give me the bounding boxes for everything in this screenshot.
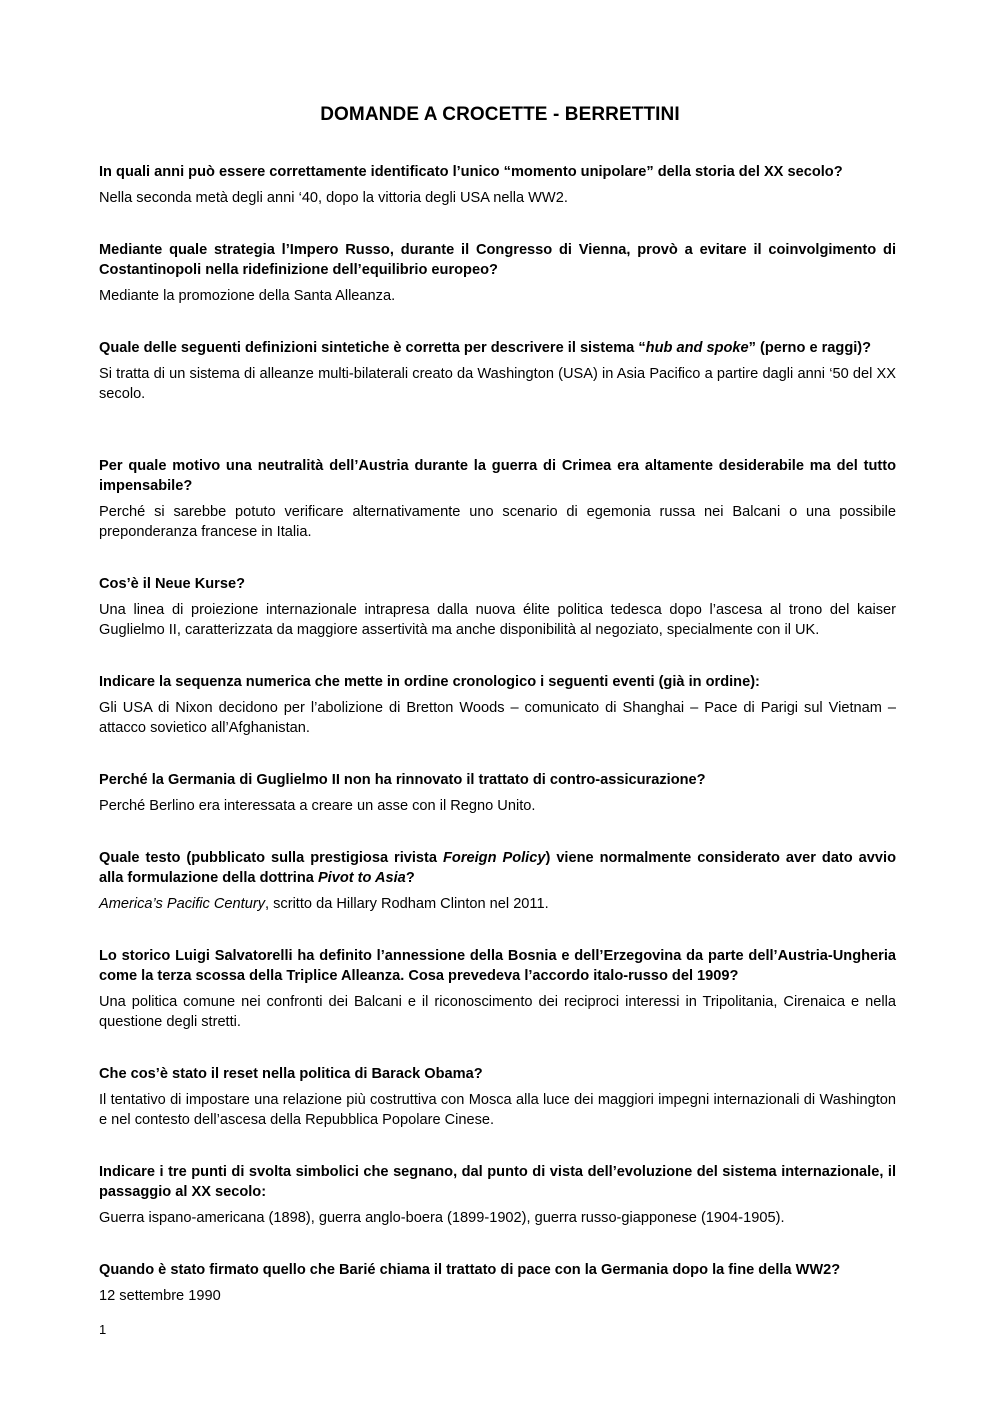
question-italic: Foreign Policy bbox=[443, 850, 546, 866]
question-text: Quale delle seguenti definizioni sintetiche è corretta per descrivere il sistema “hub and spoke” (perno e raggi)? bbox=[99, 340, 872, 356]
question-block bbox=[99, 1260, 896, 1306]
question-text: Indicare la sequenza numerica che mette in ordine cronologico i seguenti eventi (già in ordine): bbox=[99, 674, 760, 690]
question-text: Mediante quale strategia l’Impero Russo, durante il Congresso di Vienna, provò a evitare il coinvolgimento di Costantinopoli nella ridefinizione dell’equilibrio europeo? bbox=[99, 242, 896, 278]
question-block bbox=[99, 574, 896, 640]
question-italic: hub and spoke bbox=[645, 340, 749, 356]
question-text: Lo storico Luigi Salvatorelli ha definito l’annessione della Bosnia e dell’Erzegovina da parte dell’Austria-Ungheria come la terza scossa della Triplice Alleanza. Cosa prevedeva l’accordo italo-russo del 1909? bbox=[99, 948, 896, 984]
answer-text: Perché si sarebbe potuto verificare alternativamente uno scenario di egemonia russa nei Balcani o una possibile preponderanza francese in Italia. bbox=[99, 504, 896, 540]
question-block bbox=[99, 672, 896, 738]
question-block bbox=[99, 240, 896, 306]
answer-text: Si tratta di un sistema di alleanze multi-bilaterali creato da Washington (USA) in Asia Pacifico a partire dagli anni ‘50 del XX secolo. bbox=[99, 366, 896, 402]
answer-text: Nella seconda metà degli anni ‘40, dopo la vittoria degli USA nella WW2. bbox=[99, 190, 568, 206]
answer-text: Una politica comune nei confronti dei Balcani e il riconoscimento dei reciproci interessi in Tripolitania, Cirenaica e nella questione degli stretti. bbox=[99, 994, 896, 1030]
question-italic: Pivot to Asia bbox=[317, 870, 406, 886]
question-block bbox=[99, 848, 896, 914]
question-text: Quando è stato firmato quello che Barié chiama il trattato di pace con la Germania dopo la fine della WW2? bbox=[99, 1262, 841, 1278]
question-text: Cos’è il Neue Kurse? bbox=[99, 576, 245, 592]
answer-text: Mediante la promozione della Santa Alleanza. bbox=[99, 288, 396, 304]
question-block bbox=[99, 770, 896, 816]
document-title: DOMANDE A CROCETTE - BERRETTINI bbox=[320, 104, 680, 125]
question-text: Indicare i tre punti di svolta simbolici che segnano, dal punto di vista dell’evoluzione del sistema internazionale, il passaggio al XX secolo: bbox=[99, 1164, 896, 1200]
question-text: Quale testo (pubblicato sulla prestigiosa rivista Foreign Policy) viene normalmente considerato aver dato avvio alla formulazione della dottrina Pivot to Asia? bbox=[99, 850, 896, 886]
question-block bbox=[99, 1064, 896, 1130]
question-block bbox=[99, 338, 896, 404]
answer-text: 12 settembre 1990 bbox=[99, 1288, 221, 1304]
question-block bbox=[99, 946, 896, 1032]
answer-text: America’s Pacific Century, scritto da Hillary Rodham Clinton nel 2011. bbox=[99, 896, 549, 912]
answer-text: Una linea di proiezione internazionale intrapresa dalla nuova élite politica tedesca dopo l’ascesa al trono del kaiser Guglielmo II, caratterizzata da maggiore assertività ma anche disponibilità al negoziato, specialmente con il UK. bbox=[99, 602, 896, 638]
question-block bbox=[99, 456, 896, 542]
question-text: In quali anni può essere correttamente identificato l’unico “momento unipolare” della storia del XX secolo? bbox=[99, 164, 843, 180]
answer-text: Il tentativo di impostare una relazione più costruttiva con Mosca alla luce dei maggiori impegni internazionali di Washington e nel contesto dell’ascesa della Repubblica Popolare Cinese. bbox=[99, 1092, 896, 1128]
question-block bbox=[99, 162, 896, 208]
page-number: 1 bbox=[99, 1322, 107, 1337]
question-block bbox=[99, 1162, 896, 1228]
answer-text: Guerra ispano-americana (1898), guerra anglo-boera (1899-1902), guerra russo-giapponese (1904-1905). bbox=[99, 1210, 785, 1226]
question-text: Perché la Germania di Guglielmo II non ha rinnovato il trattato di contro-assicurazione? bbox=[99, 772, 706, 788]
answer-text: Gli USA di Nixon decidono per l’abolizione di Bretton Woods – comunicato di Shanghai – Pace di Parigi sul Vietnam – attacco sovietico all’Afghanistan. bbox=[99, 700, 896, 736]
answer-italic: America’s Pacific Century bbox=[99, 896, 265, 912]
question-text: Per quale motivo una neutralità dell’Austria durante la guerra di Crimea era altamente desiderabile ma del tutto impensabile? bbox=[99, 458, 896, 494]
question-text: Che cos’è stato il reset nella politica di Barack Obama? bbox=[99, 1066, 483, 1082]
answer-text: Perché Berlino era interessata a creare un asse con il Regno Unito. bbox=[99, 798, 536, 814]
